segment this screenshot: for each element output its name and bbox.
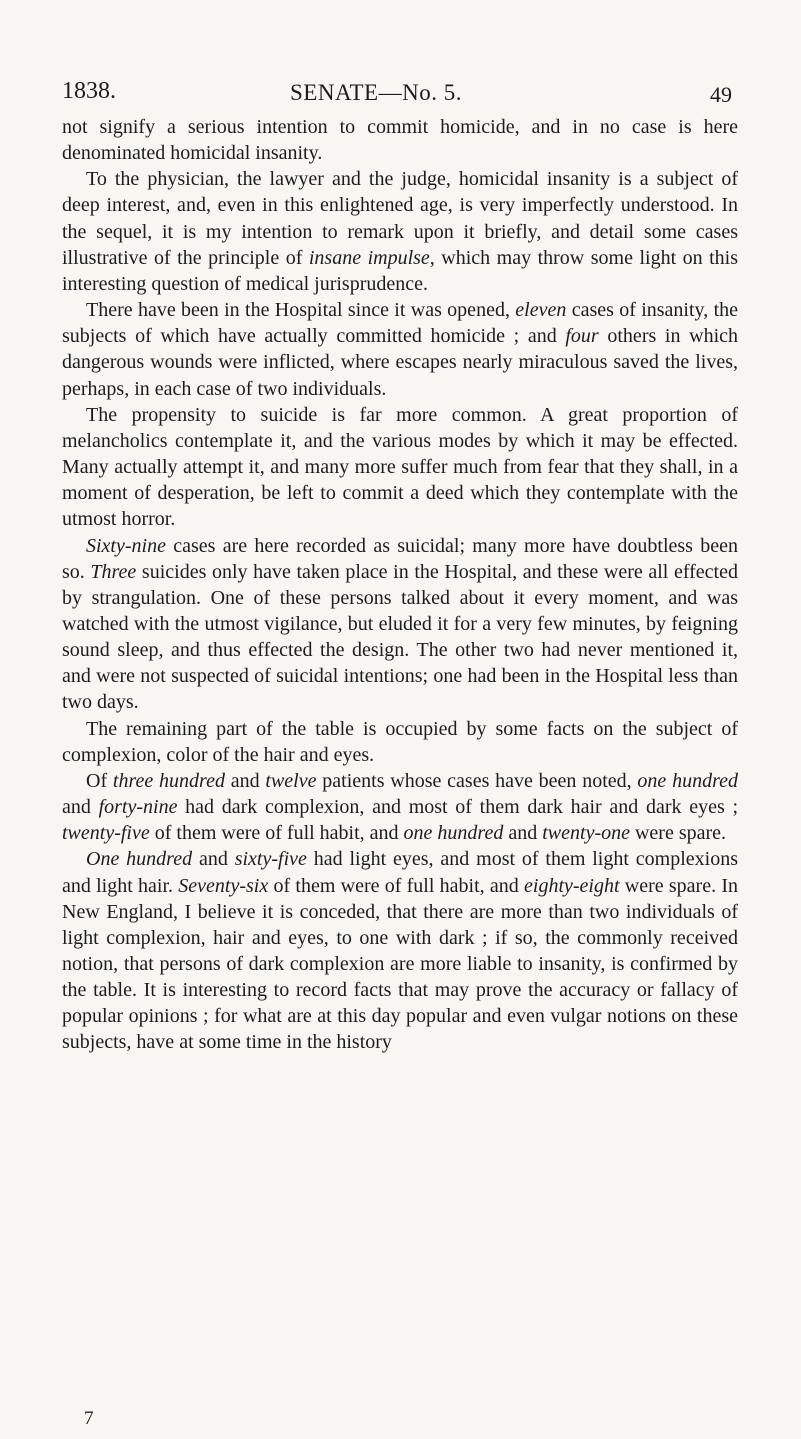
paragraph-1: not signify a serious intention to commit homicide, and in no case is here denominated homicidal insanity.: [62, 116, 738, 165]
paragraph-5: Sixty-nine cases are here recorded as suicidal; many more have doubtless been so. Three suicides only have taken place in the Hospital, and these were all effected by strangulation. One of these persons talked about it every moment, and was watched with the utmost vigilance, but eluded it for a very few minutes, by feigning sound sleep, and thus effected the design. The other two had never mentioned it, and were not suspected of suicidal intentions; one had been in the Hospital less than two days.: [62, 534, 738, 714]
paragraph-3: There have been in the Hospital since it was opened, eleven cases of insanity, the subjects of which have actually committed homicide ; and four others in which dangerous wounds were inflicted, where escapes nearly miraculous saved the lives, perhaps, in each case of two individuals.: [62, 299, 739, 400]
signature-mark: 7: [84, 1408, 94, 1429]
paragraph-7: Of three hundred and twelve patients whose cases have been noted, one hundred and forty-nine had dark complexion, and most of them dark hair and dark eyes ; twenty-five of them were of full habit, and one hundred and twenty-one were spare.: [62, 769, 738, 845]
paragraph-2: To the physician, the lawyer and the judge, homicidal insanity is a subject of deep interest, and, even in this enlightened age, is very imperfectly understood. In the sequel, it is my intention to remark upon it briefly, and detail some cases illustrative of the principle of insane impulse, which may throw some light on this interesting question of medical jurisprudence.: [62, 168, 739, 295]
page-number: 49: [710, 82, 732, 107]
paragraph-6: The remaining part of the table is occupied by some facts on the subject of complexion, color of the hair and eyes.: [62, 717, 738, 766]
running-title: SENATE—No. 5.: [290, 80, 462, 105]
page-body: [62, 114, 738, 1056]
page-header: [0, 78, 801, 112]
paragraph-8: One hundred and sixty-five had light eyes, and most of them light complexions and light hair. Seventy-six of them were of full habit, and eighty-eight were spare. In New England, I believe it is conceded, that there are more than two individuals of light complexion, hair and eyes, to one with dark ; if so, the commonly received notion, that persons of dark complexion are more liable to insanity, is confirmed by the table. It is interesting to record facts that may prove the accuracy or fallacy of popular opinions ; for what are at this day popular and even vulgar notions on these subjects, have at some time in the history: [62, 848, 738, 1054]
paragraph-4: The propensity to suicide is far more common. A great proportion of melancholics contemplate it, and the various modes by which it may be effected. Many actually attempt it, and many more suffer much from fear that they shall, in a moment of desperation, be left to commit a deed which they contemplate with the utmost horror.: [62, 403, 738, 531]
year: 1838.: [62, 78, 116, 104]
